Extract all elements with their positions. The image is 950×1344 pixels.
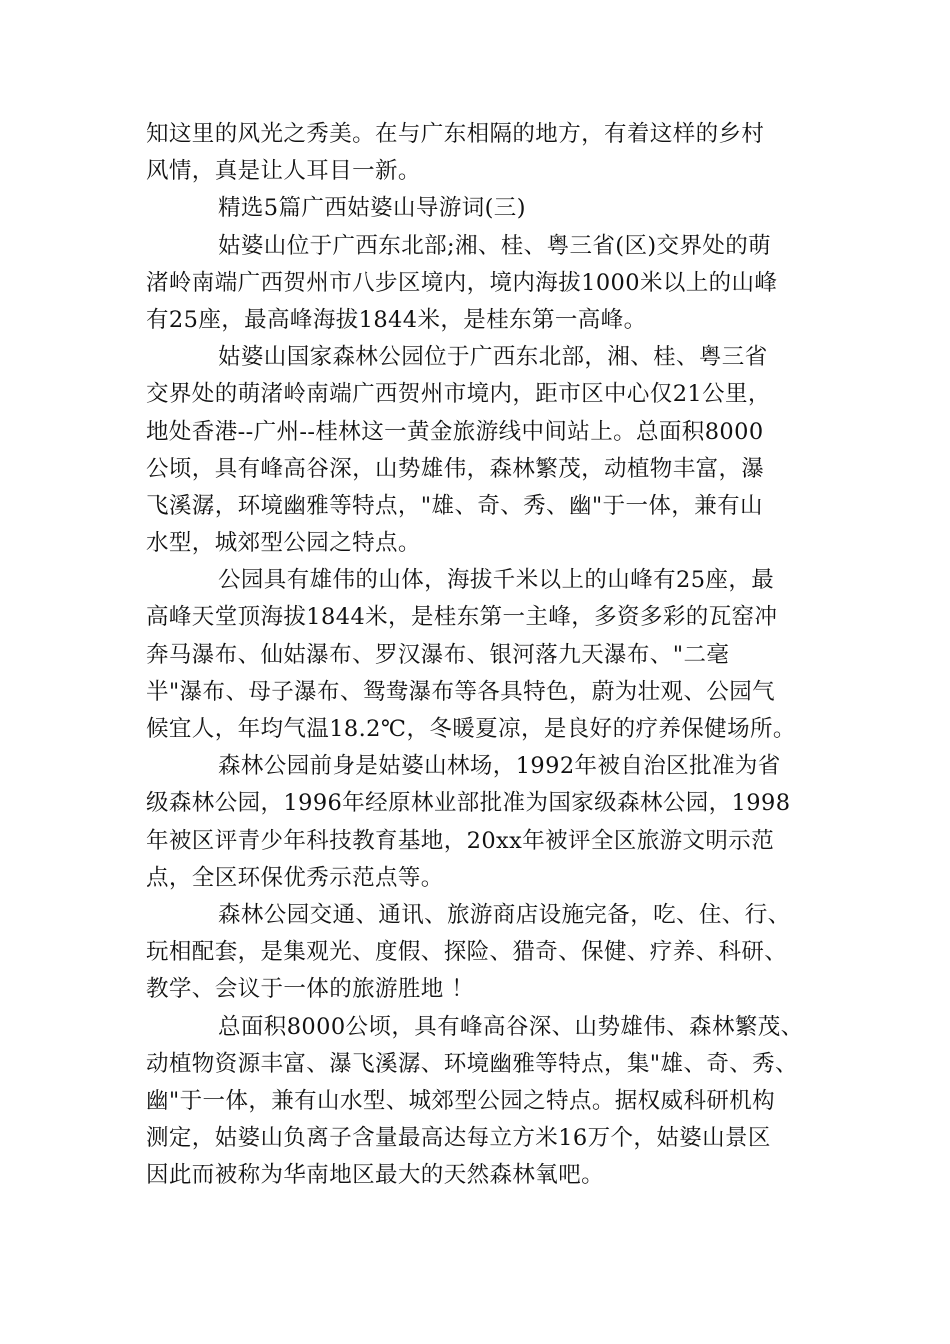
text-line: 年被区评青少年科技教育基地，20xx年被评全区旅游文明示范 (146, 827, 775, 854)
text-line: 总面积8000公顷，具有峰高谷深、山势雄伟、森林繁茂、 (218, 1013, 804, 1040)
article-body (146, 116, 826, 1194)
text-line: 公园具有雄伟的山体，海拔千米以上的山峰有25座，最 (218, 567, 775, 594)
text-line: 候宜人，年均气温18.2℃，冬暖夏凉，是良好的疗养保健场所。 (146, 716, 796, 742)
text-line: 交界处的萌渚岭南端广西贺州市境内，距市区中心仅21公里， (146, 381, 771, 408)
text-line: 姑婆山位于广西东北部;湘、桂、粤三省(区)交界处的萌 (218, 232, 772, 259)
text-line: 玩相配套，是集观光、度假、探险、猎奇、保健、疗养、科研、 (146, 939, 788, 966)
text-line: 因此而被称为华南地区最大的天然森林氧吧。 (146, 1162, 605, 1189)
text-line: 知这里的风光之秀美。在与广东相隔的地方，有着这样的乡村 (146, 121, 765, 147)
text-line: 渚岭南端广西贺州市八步区境内，境内海拔1000米以上的山峰 (146, 269, 778, 296)
text-line: 高峰天堂顶海拔1844米，是桂东第一主峰，多资多彩的瓦窑冲 (146, 604, 778, 631)
text-line: 森林公园交通、通讯、旅游商店设施完备，吃、住、行、 (218, 901, 791, 928)
text-line: 水型，城郊型公园之特点。 (146, 530, 421, 557)
text-line: 公顷，具有峰高谷深，山势雄伟，森林繁茂，动植物丰富，瀑 (146, 455, 765, 482)
text-line: 风情，真是让人耳目一新。 (146, 158, 421, 185)
text-line: 地处香港--广州--桂林这一黄金旅游线中间站上。总面积8000 (146, 418, 764, 445)
text-line: 姑婆山国家森林公园位于广西东北部，湘、桂、粤三省 (218, 344, 768, 371)
text-line: 森林公园前身是姑婆山林场，1992年被自治区批准为省 (218, 753, 781, 780)
text-line: 飞溪潺，环境幽雅等特点，"雄、奇、秀、幽"于一体，兼有山 (146, 492, 763, 519)
text-line: 级森林公园，1996年经原林业部批准为国家级森林公园，1998 (146, 790, 791, 817)
text-line: 教学、会议于一体的旅游胜地 ！ (146, 976, 475, 1003)
text-line: 有25座，最高峰海拔1844米，是桂东第一高峰。 (146, 306, 647, 333)
text-line: 幽"于一体，兼有山水型、城郊型公园之特点。据权威科研机构 (146, 1087, 776, 1114)
text-line: 半"瀑布、母子瀑布、鸳鸯瀑布等各具特色，蔚为壮观、公园气 (146, 678, 776, 705)
text-line: 测定，姑婆山负离子含量最高达每立方米16万个，姑婆山景区 (146, 1125, 771, 1152)
text-line: 点，全区环保优秀示范点等。 (146, 864, 444, 891)
text-line: 动植物资源丰富、瀑飞溪潺、环境幽雅等特点，集"雄、奇、秀、 (146, 1050, 798, 1077)
text-line: 奔马瀑布、仙姑瀑布、罗汉瀑布、银河落九天瀑布、"二毫 (146, 641, 730, 668)
section-heading: 精选5篇广西姑婆山导游词(三) (218, 195, 526, 222)
